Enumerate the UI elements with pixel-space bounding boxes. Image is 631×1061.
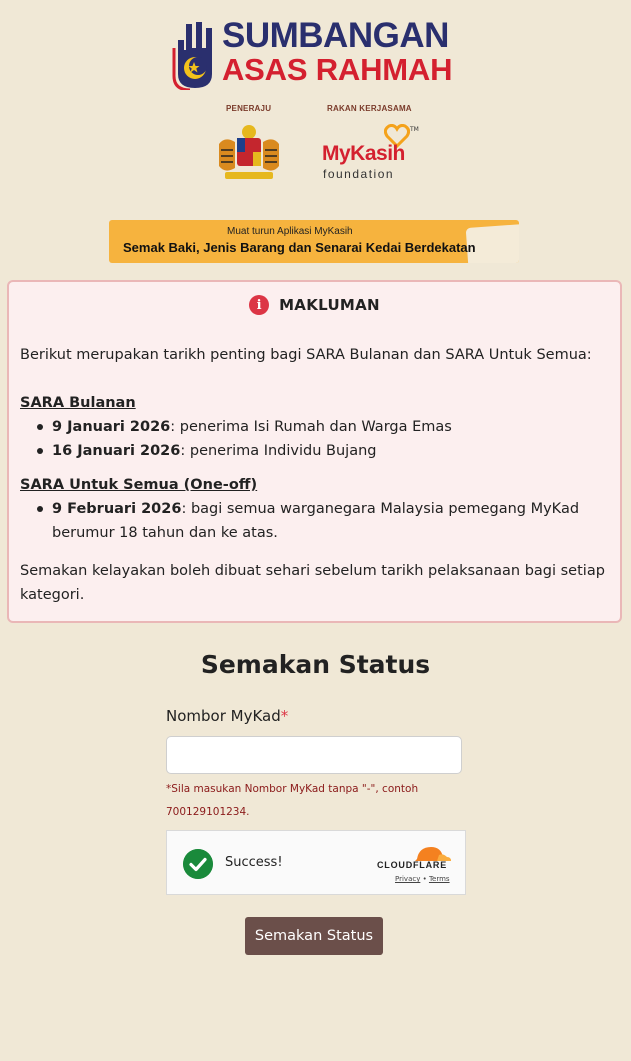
- peneraju-label: PENERAJU: [226, 104, 272, 113]
- cloudflare-turnstile[interactable]: [166, 830, 466, 895]
- mykasih-name: MyKasih: [322, 142, 405, 165]
- form-title: Semakan Status: [200, 650, 431, 679]
- list-item-date: 9 Januari 2026: [52, 419, 171, 435]
- terms-link[interactable]: Terms: [428, 875, 450, 883]
- list-item-date: 16 Januari 2026: [52, 443, 181, 459]
- mykad-label-text: Nombor MyKad: [166, 707, 281, 725]
- mykad-label: [166, 707, 288, 725]
- list-item-text: : penerima Individu Bujang: [180, 443, 377, 459]
- banner-title: Semak Baki, Jenis Barang dan Senarai Kedai Berdekatan: [123, 240, 476, 255]
- captcha-links: [395, 875, 450, 883]
- notice-header: [9, 293, 620, 317]
- notice-footer: Semakan kelayakan boleh dibuat sehari sebelum tarikh pelaksanaan bagi setiap kategori.: [20, 563, 605, 603]
- list-item-text: : penerima Isi Rumah dan Warga Emas: [170, 419, 452, 435]
- banner-subtitle: Muat turun Aplikasi MyKasih: [227, 226, 353, 237]
- privacy-link[interactable]: Privacy: [395, 875, 421, 883]
- logo-title-line1: SUMBANGAN: [222, 16, 449, 55]
- list-item-text: : bagi semua warganegara Malaysia pemegang MyKad berumur 18 tahun dan ke atas.: [52, 501, 580, 541]
- makluman-notice: [7, 280, 622, 623]
- mykasih-logo: [322, 124, 422, 182]
- mykasih-foundation: foundation: [323, 167, 395, 181]
- trademark-mark: TM: [410, 126, 419, 133]
- info-circle-icon: i: [249, 295, 269, 315]
- notice-intro: Berikut merupakan tarikh penting bagi SARA Bulanan dan SARA Untuk Semua:: [20, 347, 592, 363]
- sara-bulanan-list: [20, 415, 615, 463]
- list-item-date: 9 Februari 2026: [52, 501, 182, 517]
- mykad-hint: *Sila masukan Nombor MyKad tanpa "-", contoh 700129101234.: [166, 783, 419, 818]
- captcha-status: Success!: [225, 855, 283, 870]
- check-circle-icon: [183, 849, 213, 879]
- list-item: [34, 415, 615, 439]
- mykad-input[interactable]: [166, 736, 462, 774]
- notice-title: MAKLUMAN: [279, 296, 380, 314]
- list-item: [34, 497, 615, 545]
- required-mark: *: [280, 707, 289, 725]
- list-item: [34, 439, 615, 463]
- sara-logo: [172, 18, 462, 90]
- link-separator: •: [420, 875, 429, 883]
- semakan-status-button[interactable]: Semakan Status: [245, 917, 383, 955]
- hand-emblem-icon: [172, 18, 218, 90]
- cloudflare-brand: CLOUDFLARE: [377, 860, 447, 870]
- notice-body: [20, 343, 615, 607]
- mykasih-app-banner[interactable]: [109, 220, 519, 263]
- sara-untuk-semua-list: [20, 497, 615, 545]
- section-title-sara-untuk-semua: SARA Untuk Semua (One-off): [20, 477, 258, 493]
- coat-of-arms-icon: [211, 122, 287, 184]
- section-title-sara-bulanan: SARA Bulanan: [20, 395, 136, 411]
- rakan-kerjasama-label: RAKAN KERJASAMA: [327, 104, 412, 113]
- logo-title-line2: ASAS RAHMAH: [222, 52, 453, 87]
